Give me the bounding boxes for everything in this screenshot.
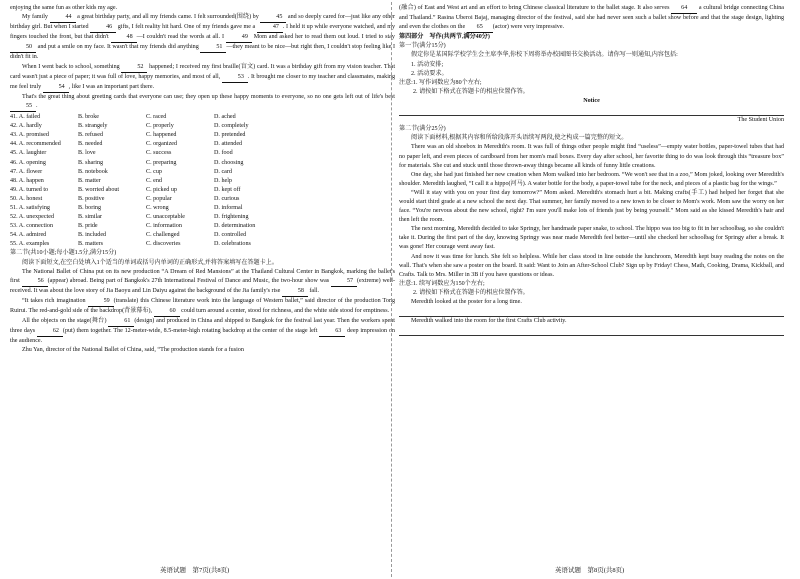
cloze-paragraph-3: That's the great thing about greeting cards that everyone can use; they open up these happy moments to everyone, so no one gets left out of life's best 55 .: [10, 93, 395, 112]
option-item: 45. A. laughter: [10, 150, 47, 157]
writing-section-1-instruction: 假定你是某国际学校学生会主席李华,你校下周将举办校园图书交换活动。请你写一则通知,内容包括:: [411, 52, 678, 59]
answer-blank: 49: [226, 33, 252, 43]
option-item: 50. A. honest: [10, 195, 43, 202]
option-item: C. discoveries: [146, 241, 181, 248]
option-item: B. refused: [78, 132, 104, 139]
answer-blank: 58: [282, 287, 308, 297]
grammar-paragraph-4: Zhu Yan, director of the National Ballet of China, said, “The production stands for a fusion: [22, 347, 244, 354]
option-item: D. controlled: [214, 232, 247, 239]
note-line-2: 2. 请按如下格式在答题卡的相应位置作答。: [413, 88, 529, 95]
option-item: C. success: [146, 150, 172, 157]
cloze-paragraph-1: My family 44 a great birthday party, and all my friends came. I felt surrounded(围绕) by 45 and so deeply cared for—just like any other birthday girl. But when I started 46 gifts, I felt reality hit hard. One of my friends gave me a 47 . I held it up while everyone watched, and my fingers touched the front, but that didn't 48 —I couldn't read the words at all. I 49 Mom and asked her to read them out loud. I tried to stay 50 and put a smile on my face. It wasn't that my friends did anything 51 —they meant to be nice—but right then, I couldn't stop feeling like I didn't fit in.: [10, 14, 396, 61]
note-line-3: [399, 280, 784, 289]
option-item: B. similar: [78, 214, 103, 221]
note-line-4: 2. 请按如下格式在答题卡的相应位置作答。: [413, 289, 529, 296]
option-item: D. ached: [214, 114, 236, 121]
writing-section-2-instruction: 阅读下面材料,根据其内容和所给段落开头语续写两段,使之构成一篇完整的短文。: [411, 135, 628, 142]
continuation-start-1: Meredith looked at the poster for a long time.: [411, 299, 522, 305]
answer-blank: 52: [121, 63, 147, 73]
cloze-paragraph-2: When I went back to school, something 52 happened; I received my first braille(盲文) card. It was a birthday gift from my vision teacher. That card wasn't just a piece of paper; it was full of love, happy memories, and most of all, 53 . It brought me closer to my teacher and classmates, making me feel truly 54 , like I was an important part there.: [10, 63, 395, 93]
option-item: B. sharing: [78, 159, 104, 166]
option-item: C. end: [146, 177, 162, 184]
answer-blank: 55: [10, 102, 36, 112]
grammar-paragraph-1: The National Ballet of China put on its new production “A Dream of Red Mansions” at the Thailand Cultural Center in Bangkok, marking the ballet's first 56 (appear) abroad. Being part of Bangkok's 27th International Festival of Dance and Music, the two-hour show was 57 (extreme) well-received. It was about the love story of Jia Baoyu and Lin Daiyu against the background of the Jia family's rise 58 fall.: [10, 268, 395, 297]
option-item: 48. A. happen: [10, 177, 44, 184]
option-item: B. notebook: [78, 168, 108, 175]
note-label-2: 注意:: [399, 280, 413, 287]
answer-blank: 57: [331, 277, 357, 287]
answer-blank: 48: [111, 33, 137, 43]
option-item: B. boring: [78, 204, 102, 211]
answer-blank: 51: [200, 43, 226, 53]
cloze-options-grid: [10, 113, 395, 249]
story-paragraph-2: One day, she had just finished her new creation when Mom walked into her bedroom. “We won't see that in a zoo,” Mom joked, looking over Meredith's shoulder. Meredith laughed, “I call it a hippo(河马). A water bottle for the body, a paper-towel tube for the neck, and pieces of a plastic bag for the wings.”: [399, 171, 784, 187]
option-item: B. needed: [78, 141, 103, 148]
part-4-title: 第四部分 写作(共两节,满分40分): [399, 34, 490, 41]
option-item: 54. A. admired: [10, 232, 47, 239]
option-item: D. food: [214, 150, 233, 157]
option-item: C. challenged: [146, 232, 180, 239]
notice-title: Notice: [583, 97, 600, 104]
writing-section-1-title: 第一节(满分15分): [399, 43, 446, 50]
option-item: C. preparing: [146, 159, 177, 166]
note-text-3: 1. 续写词数应为150个左右;: [412, 280, 485, 287]
answer-line: [399, 106, 784, 116]
story-paragraph-5: And now it was time for lunch. She felt so helpless. While her class stood in line outside the lunchroom, Meredith kept busy reading the notes on the wall. That's when she saw a poster on the board. It said: Want to Join an After-School Club? Sign up by Friday! Chess, Math, Cooking, Drama, Kickball, and Crafts. Talk to Mrs. Miller in 3B if you have questions or ideas.: [399, 253, 784, 278]
option-item: C. picked up: [146, 186, 177, 193]
option-item: 47. A. flower: [10, 168, 43, 175]
option-item: C. popular: [146, 195, 172, 202]
option-item: D. card: [214, 168, 232, 175]
answer-blank: 47: [257, 23, 283, 33]
grammar-paragraph-2: “It takes rich imagination 59 (translate) this Chinese literature work into the language of Western ballet,” said director of the production Tong Ruirui. The red-and-gold side of the backdrop(背景幕布), 60 could turn around a center, stood for richness, and the white side stood for emptiness.: [10, 297, 395, 317]
signature-student-union: The Student Union: [737, 117, 784, 124]
option-item: C. information: [146, 223, 182, 230]
answer-line: [399, 307, 784, 317]
option-item: D. determination: [214, 223, 256, 230]
answer-blank: 56: [22, 277, 48, 287]
option-item: C. cup: [146, 168, 162, 175]
option-item: 43. A. promised: [10, 132, 49, 139]
option-item: B. love: [78, 150, 96, 157]
option-item: D. help: [214, 177, 232, 184]
option-item: D. informal: [214, 204, 243, 211]
writing-item-1: 1. 活动安排;: [411, 61, 444, 68]
option-item: 53. A. connection: [10, 223, 53, 230]
option-item: B. worried about: [78, 186, 120, 193]
page-7-footer: 英语试题 第7页(共8页): [160, 567, 230, 574]
answer-blank: 45: [260, 13, 286, 23]
option-item: D. curious: [214, 195, 240, 202]
answer-blank: 64: [671, 4, 697, 14]
option-item: 49. A. turned to: [10, 186, 49, 193]
grammar-paragraph-3: All the objects on the stage(舞台) 61 (design) and produced in China and shipped to Bangkok for the festival last year. Then the workers spent three days 62 (put) them together. The 12-meter-wide, 8.5-meter-high rotating backdrop at the center of the stage left 63 deep impression on the audience.: [10, 318, 395, 345]
option-item: B. pride: [78, 223, 98, 230]
note-line-1: [399, 79, 784, 88]
note-text-1: 1. 写作词数应为80个左右;: [412, 79, 482, 86]
page-8-column: [399, 4, 784, 336]
option-item: C. raced: [146, 114, 167, 121]
option-item: B. positive: [78, 195, 105, 202]
option-item: D. pretended: [214, 132, 246, 139]
answer-blank: 63: [319, 327, 345, 337]
story-paragraph-3: “Will it stay with you on your first day tomorrow?” Mom asked. Meredith's stomach hurt a bit. Making crafts(手工) had helped her forget that she would start third grade at a new school the next day. That summer, her family moved to a new town to be closer to Mom's work. Mom saw the worry on her face. “You're nervous about the new school, right? I'm sure you'll make lots of friends just by being yourself.” Mom said as she kissed Meredith's hair and then left the room.: [399, 189, 784, 224]
answer-blank: 65: [467, 23, 493, 33]
answer-blank: 61: [108, 317, 134, 327]
option-item: B. broke: [78, 114, 99, 121]
option-item: C. happened: [146, 132, 177, 139]
page-7-column: [10, 4, 395, 355]
option-item: C. properly: [146, 123, 174, 130]
section-2-title: 第二节(共10小题;每小题1.5分,满分15分): [10, 250, 117, 257]
option-item: C. unacceptable: [146, 214, 185, 221]
page-8-footer: 英语试题 第8页(共8页): [555, 567, 625, 574]
option-item: B. included: [78, 232, 107, 239]
writing-section-2-title: 第二节(满分25分): [399, 126, 446, 133]
story-paragraph-4: The next morning, Meredith decided to take Springy, her handmade paper snake, to school. The hippo was too big to fit in her schoolbag, so she couldn't take it. During the first part of the day, knowing Springy was near made Meredith feel better—until she checked her schoolbag for Springy after a break. It was gone! Her courage went away fast.: [399, 226, 784, 251]
option-item: B. matters: [78, 241, 104, 248]
option-item: B. matter: [78, 177, 101, 184]
answer-blank: 46: [90, 23, 116, 33]
answer-blank: 53: [222, 73, 248, 83]
answer-blank: 60: [154, 307, 180, 317]
option-item: B. strangely: [78, 123, 108, 130]
answer-blank: 54: [43, 83, 69, 93]
section-2-instruction: 阅读下面短文,在空白处填入1个适当的单词或括号内单词的正确形式,并将答案填写在答题卡上。: [22, 259, 278, 266]
answer-blank: 59: [88, 297, 114, 307]
answer-blank: 62: [37, 327, 63, 337]
option-item: D. choosing: [214, 159, 244, 166]
option-item: D. frightening: [214, 214, 249, 221]
option-item: D. attended: [214, 141, 243, 148]
passage-line: enjoying the same fun as other kids my age.: [10, 5, 118, 11]
option-item: 55. A. examples: [10, 241, 50, 248]
option-item: 51. A. satisfying: [10, 204, 50, 211]
grammar-paragraph-5: (融合) of East and West art and an effort to bring Chinese classical literature to the ballet stage. It also serves 64 a cultural bridge connecting China and Thailand.” Rasina Uberoi Bajaj, managing director of the festival, said she had never seen such a ballet show before and that the stage design, lighting and even the clothes on the 65 (actor) were very impressive.: [399, 4, 784, 33]
continuation-start-2: Meredith walked into the room for the first Crafts Club activity.: [411, 318, 567, 325]
answer-blank: 44: [50, 13, 76, 23]
option-item: C. organized: [146, 141, 178, 148]
answer-blank: 50: [10, 43, 36, 53]
option-item: 41. A. failed: [10, 114, 41, 121]
writing-item-2: 2. 活动要求。: [411, 70, 448, 77]
option-item: D. kept off: [214, 186, 241, 193]
option-item: D. completely: [214, 123, 249, 130]
option-item: 42. A. hardly: [10, 123, 42, 130]
option-item: 44. A. recommended: [10, 141, 61, 148]
option-item: 52. A. unexpected: [10, 214, 54, 221]
option-item: D. celebrations: [214, 241, 251, 248]
option-item: 46. A. opening: [10, 159, 46, 166]
note-label: 注意:: [399, 79, 413, 86]
story-paragraph-1: There was an old shoebox in Meredith's room. It was full of things other people might find “useless”—empty water bottles, paper-towel tubes that had no paper left, and even pieces of cardboard from her mom's mail boxes. Every day after school, her favorite thing to do was look through this “treasure box” for materials. She cut and stuck until those thrown-away things became all kinds of funny little creations.: [399, 144, 784, 169]
column-divider: [391, 2, 392, 577]
option-item: C. wrong: [146, 204, 169, 211]
answer-line: [399, 326, 784, 336]
